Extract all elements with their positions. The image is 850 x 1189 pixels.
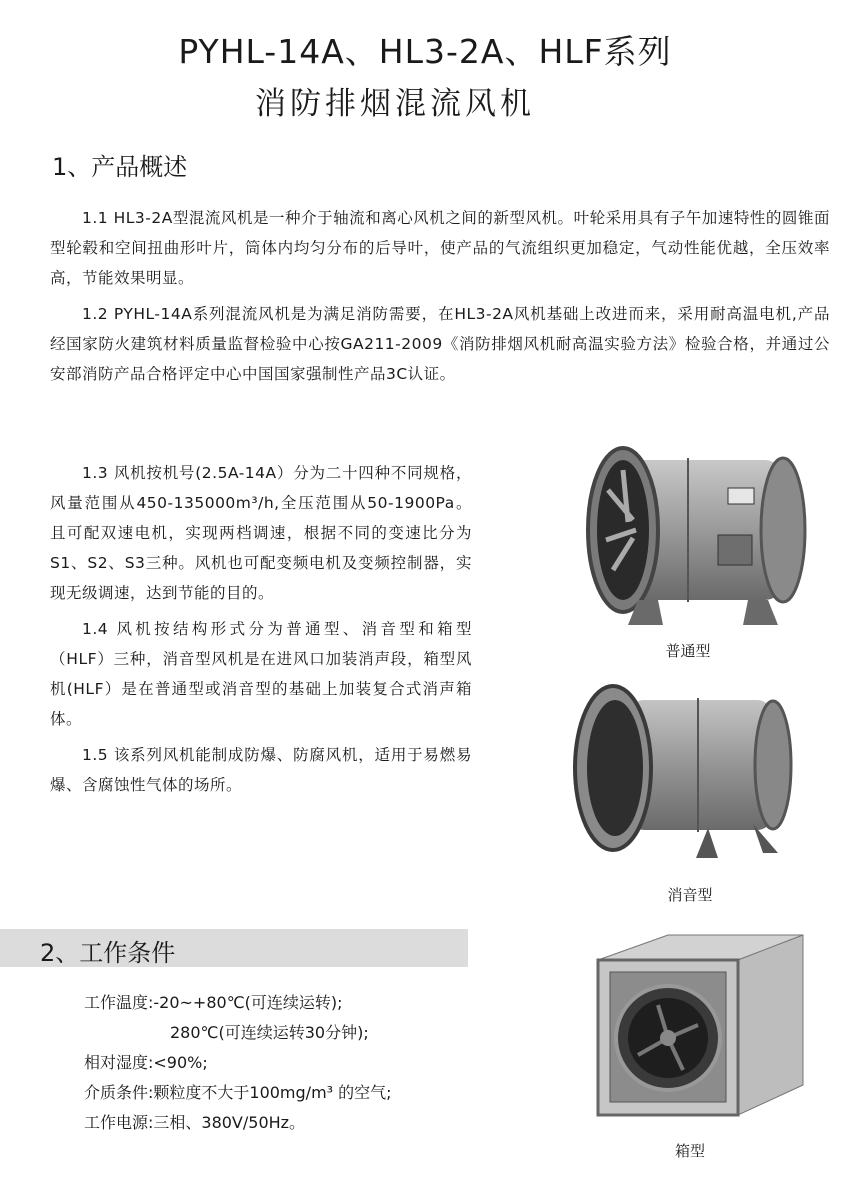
paragraph-1-2-text: 1.2 PYHL-14A系列混流风机是为满足消防需要，在HL3-2A风机基础上改进而来，采用耐高温电机,产品经国家防火建筑材料质量监督检验中心按GA211-2009《消防排烟风机耐高温实验方法》检验合格，并通过公安部消防产品合格评定中心中国国家强制性产品3C认证。	[50, 305, 830, 383]
axial-fan-silencer-image	[568, 678, 793, 863]
paragraph-1-3	[50, 458, 472, 608]
caption-standard: 普通型	[665, 642, 711, 660]
section2-heading: 2、工作条件	[40, 939, 176, 967]
paragraph-1-4	[50, 614, 472, 734]
caption-box: 箱型	[674, 1142, 705, 1160]
condition-humidity: 相对湿度:<90%;	[84, 1053, 208, 1072]
condition-temperature: 工作温度:-20~+80℃(可连续运转);	[84, 993, 343, 1012]
paragraph-1-4-text: 1.4 风机按结构形式分为普通型、消音型和箱型（HLF）三种，消音型风机是在进风口加装消声段，箱型风机(HLF）是在普通型或消音型的基础上加装复合式消声箱体。	[50, 620, 472, 728]
document-title-line1: PYHL-14A、HL3-2A、HLF系列	[178, 32, 672, 71]
document-title-line2: 消防排烟混流风机	[255, 86, 535, 122]
paragraph-1-3-text: 1.3 风机按机号(2.5A-14A）分为二十四种不同规格，风量范围从450-135000m³/h,全压范围从50-1900Pa。且可配双速电机，实现两档调速，根据不同的变速比分为S1、S2、S3三种。风机也可配变频电机及变频控制器，实现无级调速，达到节能的目的。	[50, 464, 472, 602]
section1-narrow-block	[50, 458, 472, 806]
paragraph-1-5-text: 1.5 该系列风机能制成防爆、防腐风机，适用于易燃易爆、含腐蚀性气体的场所。	[50, 746, 472, 794]
paragraph-1-5	[50, 740, 472, 800]
condition-temperature-high: 280℃(可连续运转30分钟);	[170, 1023, 369, 1042]
section1-fullwidth-block	[50, 203, 830, 395]
condition-power: 工作电源:三相、380V/50Hz。	[84, 1113, 306, 1132]
section1-heading: 1、产品概述	[52, 153, 188, 181]
working-conditions-list	[84, 988, 392, 1138]
box-fan-image	[588, 930, 818, 1130]
paragraph-1-1-text: 1.1 HL3-2A型混流风机是一种介于轴流和离心风机之间的新型风机。叶轮采用具有子午加速特性的圆锥面型轮毂和空间扭曲形叶片，筒体内均匀分布的后导叶，使产品的气流组织更加稳定，气动性能优越，全压效率高，节能效果明显。	[50, 209, 830, 287]
condition-medium: 介质条件:颗粒度不大于100mg/m³ 的空气;	[84, 1083, 392, 1102]
paragraph-1-2	[50, 299, 830, 389]
axial-fan-standard-image	[578, 430, 823, 630]
caption-silencer: 消音型	[667, 886, 713, 904]
paragraph-1-1	[50, 203, 830, 293]
